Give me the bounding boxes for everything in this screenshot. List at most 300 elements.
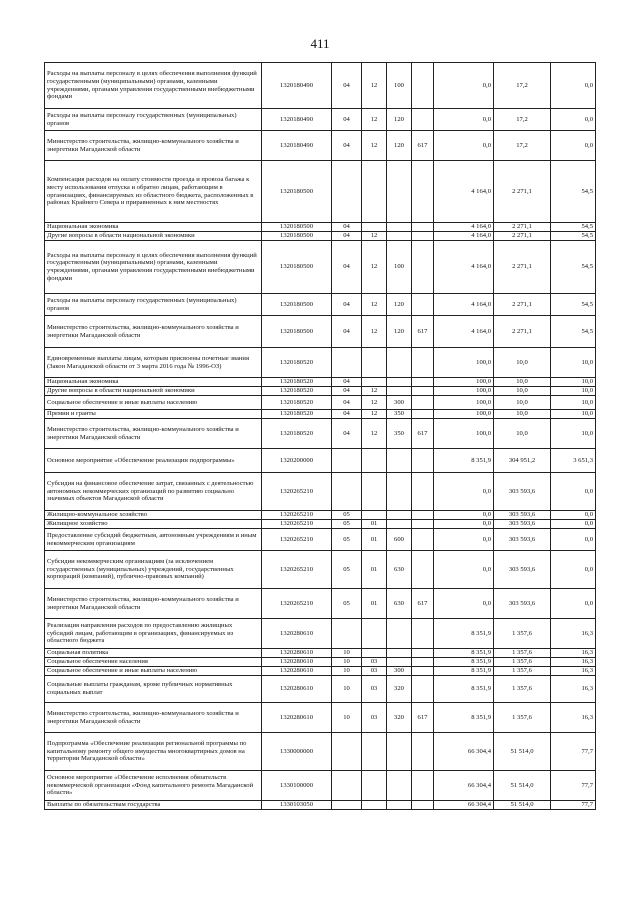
row-administrator bbox=[412, 223, 434, 232]
row-value-plan: 0,0 bbox=[434, 511, 494, 520]
row-subsection: 03 bbox=[362, 703, 387, 733]
row-section: 04 bbox=[332, 419, 362, 449]
row-value-plan: 66 304,4 bbox=[434, 801, 494, 810]
row-target-article: 1320265210 bbox=[262, 551, 332, 589]
row-subsection: 12 bbox=[362, 232, 387, 241]
row-value-plan: 100,0 bbox=[434, 396, 494, 410]
row-section: 04 bbox=[332, 387, 362, 396]
row-target-article: 1320280610 bbox=[262, 703, 332, 733]
row-value-plan: 0,0 bbox=[434, 589, 494, 619]
row-section bbox=[332, 473, 362, 511]
table-row bbox=[45, 419, 596, 449]
table-row bbox=[45, 387, 596, 396]
row-value-actual: 10,0 bbox=[494, 419, 551, 449]
row-section: 04 bbox=[332, 131, 362, 161]
row-expense-type bbox=[387, 801, 412, 810]
row-value-plan: 8 351,9 bbox=[434, 676, 494, 703]
row-name: Единовременные выплаты лицам, которым присвоены почетные звания (Закон Магаданской области от 3 марта 2016 года № 1996-ОЗ) bbox=[45, 348, 262, 378]
row-section bbox=[332, 449, 362, 473]
row-administrator bbox=[412, 396, 434, 410]
row-subsection: 03 bbox=[362, 667, 387, 676]
row-subsection bbox=[362, 771, 387, 801]
row-administrator bbox=[412, 410, 434, 419]
row-administrator: 617 bbox=[412, 419, 434, 449]
row-administrator bbox=[412, 378, 434, 387]
row-subsection: 01 bbox=[362, 520, 387, 529]
row-value-percent: 0,0 bbox=[551, 63, 596, 109]
row-expense-type bbox=[387, 511, 412, 520]
row-subsection bbox=[362, 378, 387, 387]
row-value-actual: 304 951,2 bbox=[494, 449, 551, 473]
row-value-plan: 8 351,9 bbox=[434, 658, 494, 667]
row-administrator: 617 bbox=[412, 131, 434, 161]
row-name: Выплаты по обязательствам государства bbox=[45, 801, 262, 810]
row-target-article: 1320280610 bbox=[262, 676, 332, 703]
row-value-percent: 0,0 bbox=[551, 551, 596, 589]
table-row bbox=[45, 410, 596, 419]
row-value-plan: 0,0 bbox=[434, 63, 494, 109]
row-value-actual: 10,0 bbox=[494, 378, 551, 387]
table-row bbox=[45, 378, 596, 387]
row-section: 10 bbox=[332, 676, 362, 703]
table-row bbox=[45, 733, 596, 771]
row-target-article: 1320265210 bbox=[262, 520, 332, 529]
row-target-article: 1330100000 bbox=[262, 771, 332, 801]
row-target-article: 1320180520 bbox=[262, 419, 332, 449]
row-expense-type: 320 bbox=[387, 703, 412, 733]
row-administrator bbox=[412, 801, 434, 810]
row-expense-type bbox=[387, 378, 412, 387]
row-value-actual: 1 357,6 bbox=[494, 658, 551, 667]
row-value-plan: 0,0 bbox=[434, 109, 494, 131]
row-value-percent: 77,7 bbox=[551, 771, 596, 801]
row-administrator bbox=[412, 733, 434, 771]
row-subsection: 12 bbox=[362, 241, 387, 294]
row-value-percent: 0,0 bbox=[551, 131, 596, 161]
table-row bbox=[45, 223, 596, 232]
row-administrator bbox=[412, 232, 434, 241]
row-expense-type: 630 bbox=[387, 551, 412, 589]
row-value-percent: 54,5 bbox=[551, 241, 596, 294]
row-value-actual: 303 593,6 bbox=[494, 589, 551, 619]
row-subsection bbox=[362, 733, 387, 771]
row-administrator bbox=[412, 241, 434, 294]
row-value-percent: 10,0 bbox=[551, 419, 596, 449]
row-value-plan: 4 164,0 bbox=[434, 232, 494, 241]
row-administrator bbox=[412, 63, 434, 109]
row-expense-type bbox=[387, 387, 412, 396]
row-value-percent: 0,0 bbox=[551, 589, 596, 619]
row-value-actual: 51 514,0 bbox=[494, 733, 551, 771]
row-name: Социальное обеспечение населения bbox=[45, 658, 262, 667]
table-row bbox=[45, 520, 596, 529]
row-section: 04 bbox=[332, 232, 362, 241]
row-section: 05 bbox=[332, 520, 362, 529]
row-section bbox=[332, 733, 362, 771]
row-section: 05 bbox=[332, 589, 362, 619]
row-subsection bbox=[362, 449, 387, 473]
table-row bbox=[45, 241, 596, 294]
row-subsection bbox=[362, 223, 387, 232]
table-row bbox=[45, 667, 596, 676]
row-value-percent: 16,3 bbox=[551, 676, 596, 703]
row-value-percent: 0,0 bbox=[551, 511, 596, 520]
row-target-article: 1320180490 bbox=[262, 63, 332, 109]
row-expense-type: 120 bbox=[387, 131, 412, 161]
row-value-actual: 303 593,6 bbox=[494, 529, 551, 551]
row-value-actual: 1 357,6 bbox=[494, 649, 551, 658]
row-target-article: 1320280610 bbox=[262, 649, 332, 658]
row-expense-type: 300 bbox=[387, 667, 412, 676]
row-name: Предоставление субсидий бюджетным, автономным учреждениям и иным некоммерческим организациям bbox=[45, 529, 262, 551]
row-value-actual: 303 593,6 bbox=[494, 520, 551, 529]
row-subsection bbox=[362, 473, 387, 511]
row-value-actual: 10,0 bbox=[494, 387, 551, 396]
row-value-actual: 1 357,6 bbox=[494, 703, 551, 733]
row-value-percent: 54,5 bbox=[551, 232, 596, 241]
row-section: 04 bbox=[332, 109, 362, 131]
row-name: Основное мероприятие «Обеспечение реализации подпрограммы» bbox=[45, 449, 262, 473]
row-value-plan: 100,0 bbox=[434, 419, 494, 449]
row-section: 10 bbox=[332, 703, 362, 733]
row-name: Национальная экономика bbox=[45, 223, 262, 232]
row-target-article: 1320180500 bbox=[262, 161, 332, 223]
page-number: 411 bbox=[310, 36, 330, 51]
row-value-plan: 0,0 bbox=[434, 131, 494, 161]
row-expense-type: 350 bbox=[387, 419, 412, 449]
row-target-article: 1320180520 bbox=[262, 387, 332, 396]
row-administrator bbox=[412, 511, 434, 520]
row-expense-type bbox=[387, 449, 412, 473]
row-subsection bbox=[362, 511, 387, 520]
row-value-percent: 10,0 bbox=[551, 410, 596, 419]
row-target-article: 1320265210 bbox=[262, 473, 332, 511]
row-target-article: 1320180500 bbox=[262, 223, 332, 232]
row-expense-type: 120 bbox=[387, 294, 412, 316]
row-value-percent: 54,5 bbox=[551, 316, 596, 348]
row-administrator bbox=[412, 551, 434, 589]
row-expense-type bbox=[387, 649, 412, 658]
row-name: Социальные выплаты гражданам, кроме публичных нормативных социальных выплат bbox=[45, 676, 262, 703]
row-value-percent: 0,0 bbox=[551, 109, 596, 131]
row-value-percent: 10,0 bbox=[551, 348, 596, 378]
row-target-article: 1320180490 bbox=[262, 131, 332, 161]
row-administrator bbox=[412, 771, 434, 801]
row-value-actual: 51 514,0 bbox=[494, 801, 551, 810]
row-name: Социальное обеспечение и иные выплаты населению bbox=[45, 667, 262, 676]
table-row bbox=[45, 511, 596, 520]
row-value-actual: 2 271,1 bbox=[494, 161, 551, 223]
row-expense-type bbox=[387, 520, 412, 529]
row-name: Социальное обеспечение и иные выплаты населению bbox=[45, 396, 262, 410]
row-name: Министерство строительства, жилищно-коммунального хозяйства и энергетики Магаданской области bbox=[45, 703, 262, 733]
row-expense-type bbox=[387, 771, 412, 801]
row-value-percent: 3 651,3 bbox=[551, 449, 596, 473]
row-value-plan: 8 351,9 bbox=[434, 649, 494, 658]
row-target-article: 1320265210 bbox=[262, 511, 332, 520]
row-target-article: 1320180520 bbox=[262, 396, 332, 410]
row-name: Субсидия на финансовое обеспечение затрат, связанных с деятельностью автономных некоммерческих организаций по развитию социально значимых объектов Магаданской области bbox=[45, 473, 262, 511]
row-administrator bbox=[412, 520, 434, 529]
row-expense-type: 120 bbox=[387, 109, 412, 131]
row-expense-type: 630 bbox=[387, 589, 412, 619]
row-value-actual: 2 271,1 bbox=[494, 316, 551, 348]
row-section: 04 bbox=[332, 316, 362, 348]
row-value-plan: 66 304,4 bbox=[434, 771, 494, 801]
row-subsection bbox=[362, 801, 387, 810]
row-name: Субсидии некоммерческим организациям (за исключением государственных (муниципальных) учреждений, государственных корпораций (компаний), публично-правовых компаний) bbox=[45, 551, 262, 589]
row-value-percent: 77,7 bbox=[551, 733, 596, 771]
row-section: 04 bbox=[332, 63, 362, 109]
row-section bbox=[332, 771, 362, 801]
row-target-article: 1320180500 bbox=[262, 294, 332, 316]
row-expense-type bbox=[387, 619, 412, 649]
row-section: 04 bbox=[332, 410, 362, 419]
row-subsection bbox=[362, 649, 387, 658]
row-section bbox=[332, 801, 362, 810]
row-target-article: 1320180520 bbox=[262, 378, 332, 387]
row-value-actual: 1 357,6 bbox=[494, 619, 551, 649]
row-section bbox=[332, 619, 362, 649]
row-value-percent: 16,3 bbox=[551, 667, 596, 676]
row-administrator bbox=[412, 649, 434, 658]
row-value-plan: 0,0 bbox=[434, 529, 494, 551]
row-section: 05 bbox=[332, 529, 362, 551]
row-expense-type: 600 bbox=[387, 529, 412, 551]
row-value-actual: 51 514,0 bbox=[494, 771, 551, 801]
row-value-percent: 0,0 bbox=[551, 529, 596, 551]
row-value-percent: 0,0 bbox=[551, 473, 596, 511]
row-target-article: 1320280610 bbox=[262, 658, 332, 667]
row-expense-type: 350 bbox=[387, 410, 412, 419]
row-expense-type bbox=[387, 348, 412, 378]
row-value-actual: 17,2 bbox=[494, 131, 551, 161]
row-target-article: 1330103050 bbox=[262, 801, 332, 810]
row-section: 04 bbox=[332, 378, 362, 387]
row-value-actual: 1 357,6 bbox=[494, 676, 551, 703]
row-value-plan: 100,0 bbox=[434, 410, 494, 419]
table-row bbox=[45, 449, 596, 473]
row-name: Жилищно-коммунальное хозяйство bbox=[45, 511, 262, 520]
row-subsection: 12 bbox=[362, 131, 387, 161]
budget-table bbox=[44, 62, 596, 810]
row-subsection bbox=[362, 161, 387, 223]
row-value-percent: 16,3 bbox=[551, 649, 596, 658]
row-value-actual: 2 271,1 bbox=[494, 223, 551, 232]
table-row bbox=[45, 232, 596, 241]
row-name: Министерство строительства, жилищно-коммунального хозяйства и энергетики Магаданской области bbox=[45, 131, 262, 161]
row-name: Другие вопросы в области национальной экономики bbox=[45, 387, 262, 396]
row-subsection: 01 bbox=[362, 551, 387, 589]
row-value-actual: 303 593,6 bbox=[494, 473, 551, 511]
row-target-article: 1320280610 bbox=[262, 619, 332, 649]
row-section: 10 bbox=[332, 667, 362, 676]
table-row bbox=[45, 529, 596, 551]
table-row bbox=[45, 676, 596, 703]
row-subsection: 12 bbox=[362, 419, 387, 449]
row-value-percent: 0,0 bbox=[551, 520, 596, 529]
row-value-actual: 17,2 bbox=[494, 63, 551, 109]
row-value-plan: 100,0 bbox=[434, 387, 494, 396]
row-administrator bbox=[412, 619, 434, 649]
row-subsection: 01 bbox=[362, 589, 387, 619]
row-subsection: 03 bbox=[362, 658, 387, 667]
row-value-plan: 8 351,9 bbox=[434, 619, 494, 649]
row-value-percent: 16,3 bbox=[551, 703, 596, 733]
row-section: 04 bbox=[332, 223, 362, 232]
row-name: Расходы на выплаты персоналу государственных (муниципальных) органов bbox=[45, 109, 262, 131]
row-value-plan: 100,0 bbox=[434, 348, 494, 378]
row-value-plan: 4 164,0 bbox=[434, 316, 494, 348]
row-value-actual: 10,0 bbox=[494, 348, 551, 378]
table-row bbox=[45, 801, 596, 810]
row-target-article: 1320280610 bbox=[262, 667, 332, 676]
row-value-plan: 0,0 bbox=[434, 551, 494, 589]
row-section: 10 bbox=[332, 658, 362, 667]
row-value-plan: 4 164,0 bbox=[434, 161, 494, 223]
row-section: 04 bbox=[332, 241, 362, 294]
table-row bbox=[45, 63, 596, 109]
row-subsection bbox=[362, 619, 387, 649]
table-row bbox=[45, 703, 596, 733]
row-expense-type: 120 bbox=[387, 316, 412, 348]
row-value-actual: 10,0 bbox=[494, 410, 551, 419]
row-subsection: 12 bbox=[362, 316, 387, 348]
row-target-article: 1320200000 bbox=[262, 449, 332, 473]
row-administrator bbox=[412, 667, 434, 676]
row-subsection: 12 bbox=[362, 387, 387, 396]
row-value-percent: 54,5 bbox=[551, 294, 596, 316]
row-value-plan: 8 351,9 bbox=[434, 449, 494, 473]
table-row bbox=[45, 473, 596, 511]
row-administrator bbox=[412, 473, 434, 511]
row-name: Подпрограмма «Обеспечение реализации региональной программы по капитальному ремонту общего имущества многоквартирных домов на территории Магаданской области» bbox=[45, 733, 262, 771]
row-value-actual: 303 593,6 bbox=[494, 551, 551, 589]
row-expense-type bbox=[387, 161, 412, 223]
row-administrator bbox=[412, 449, 434, 473]
row-subsection: 12 bbox=[362, 410, 387, 419]
row-name: Основное мероприятие «Обеспечение исполнения обязательств некоммерческой организации «Фонд капитального ремонта Магаданской области» bbox=[45, 771, 262, 801]
row-value-percent: 10,0 bbox=[551, 387, 596, 396]
row-name: Министерство строительства, жилищно-коммунального хозяйства и энергетики Магаданской области bbox=[45, 316, 262, 348]
row-section bbox=[332, 348, 362, 378]
row-name: Расходы на выплаты персоналу в целях обеспечения выполнения функций государственными (муниципальными) органами, казенными учреждениями, органами управления государственными внебюджетными фондами bbox=[45, 241, 262, 294]
row-subsection bbox=[362, 348, 387, 378]
row-value-plan: 66 304,4 bbox=[434, 733, 494, 771]
row-expense-type: 320 bbox=[387, 676, 412, 703]
table-row bbox=[45, 348, 596, 378]
row-target-article: 1320180500 bbox=[262, 316, 332, 348]
table-row bbox=[45, 771, 596, 801]
row-value-percent: 16,3 bbox=[551, 619, 596, 649]
row-value-plan: 0,0 bbox=[434, 473, 494, 511]
row-subsection: 12 bbox=[362, 294, 387, 316]
row-value-plan: 4 164,0 bbox=[434, 223, 494, 232]
row-target-article: 1320180500 bbox=[262, 232, 332, 241]
row-name: Компенсация расходов на оплату стоимости проезда и провоза багажа к месту использования отпуска и обратно лицам, работающим в организациях, финансируемых из областного бюджета, расположенных в районах Крайнего Севера и приравненных к ним местностях bbox=[45, 161, 262, 223]
row-name: Социальная политика bbox=[45, 649, 262, 658]
row-expense-type: 100 bbox=[387, 63, 412, 109]
row-name: Министерство строительства, жилищно-коммунального хозяйства и энергетики Магаданской области bbox=[45, 419, 262, 449]
row-administrator bbox=[412, 529, 434, 551]
row-section: 10 bbox=[332, 649, 362, 658]
table-row bbox=[45, 316, 596, 348]
row-subsection: 03 bbox=[362, 676, 387, 703]
row-administrator bbox=[412, 676, 434, 703]
table-body bbox=[45, 63, 596, 810]
row-value-plan: 8 351,9 bbox=[434, 667, 494, 676]
row-expense-type bbox=[387, 223, 412, 232]
table-row bbox=[45, 649, 596, 658]
row-section: 05 bbox=[332, 551, 362, 589]
row-section: 04 bbox=[332, 294, 362, 316]
row-value-actual: 17,2 bbox=[494, 109, 551, 131]
table-row bbox=[45, 396, 596, 410]
row-administrator bbox=[412, 348, 434, 378]
row-value-percent: 54,5 bbox=[551, 161, 596, 223]
row-administrator bbox=[412, 161, 434, 223]
row-administrator bbox=[412, 658, 434, 667]
row-value-plan: 4 164,0 bbox=[434, 294, 494, 316]
row-target-article: 1320180520 bbox=[262, 348, 332, 378]
row-value-plan: 100,0 bbox=[434, 378, 494, 387]
row-expense-type bbox=[387, 733, 412, 771]
row-administrator: 617 bbox=[412, 589, 434, 619]
table-row bbox=[45, 131, 596, 161]
row-value-percent: 54,5 bbox=[551, 223, 596, 232]
row-value-percent: 16,3 bbox=[551, 658, 596, 667]
row-administrator bbox=[412, 387, 434, 396]
row-expense-type: 100 bbox=[387, 241, 412, 294]
row-target-article: 1320265210 bbox=[262, 589, 332, 619]
table-row bbox=[45, 161, 596, 223]
table-row bbox=[45, 658, 596, 667]
row-value-actual: 10,0 bbox=[494, 396, 551, 410]
row-value-plan: 4 164,0 bbox=[434, 241, 494, 294]
row-name: Реализация направления расходов по предоставлению жилищных субсидий лицам, работающим в организациях, финансируемых из областного бюджета bbox=[45, 619, 262, 649]
row-subsection: 12 bbox=[362, 396, 387, 410]
row-subsection: 12 bbox=[362, 63, 387, 109]
row-target-article: 1320180490 bbox=[262, 109, 332, 131]
row-name: Министерство строительства, жилищно-коммунального хозяйства и энергетики Магаданской области bbox=[45, 589, 262, 619]
row-section: 04 bbox=[332, 396, 362, 410]
table-row bbox=[45, 589, 596, 619]
row-target-article: 1320180500 bbox=[262, 241, 332, 294]
row-value-percent: 10,0 bbox=[551, 396, 596, 410]
row-value-actual: 2 271,1 bbox=[494, 241, 551, 294]
row-value-actual: 2 271,1 bbox=[494, 232, 551, 241]
row-value-actual: 303 593,6 bbox=[494, 511, 551, 520]
row-target-article: 1320180520 bbox=[262, 410, 332, 419]
row-name: Расходы на выплаты персоналу в целях обеспечения выполнения функций государственными (муниципальными) органами, казенными учреждениями, органами управления государственными внебюджетными фондами bbox=[45, 63, 262, 109]
row-administrator bbox=[412, 109, 434, 131]
row-value-percent: 10,0 bbox=[551, 378, 596, 387]
row-name: Премии и гранты bbox=[45, 410, 262, 419]
row-name: Расходы на выплаты персоналу государственных (муниципальных) органов bbox=[45, 294, 262, 316]
row-value-plan: 8 351,9 bbox=[434, 703, 494, 733]
table-row bbox=[45, 551, 596, 589]
row-target-article: 1330000000 bbox=[262, 733, 332, 771]
row-subsection: 01 bbox=[362, 529, 387, 551]
row-section bbox=[332, 161, 362, 223]
row-expense-type: 300 bbox=[387, 396, 412, 410]
row-administrator bbox=[412, 294, 434, 316]
row-value-actual: 1 357,6 bbox=[494, 667, 551, 676]
row-name: Жилищное хозяйство bbox=[45, 520, 262, 529]
row-value-plan: 0,0 bbox=[434, 520, 494, 529]
row-expense-type bbox=[387, 232, 412, 241]
table-row bbox=[45, 109, 596, 131]
